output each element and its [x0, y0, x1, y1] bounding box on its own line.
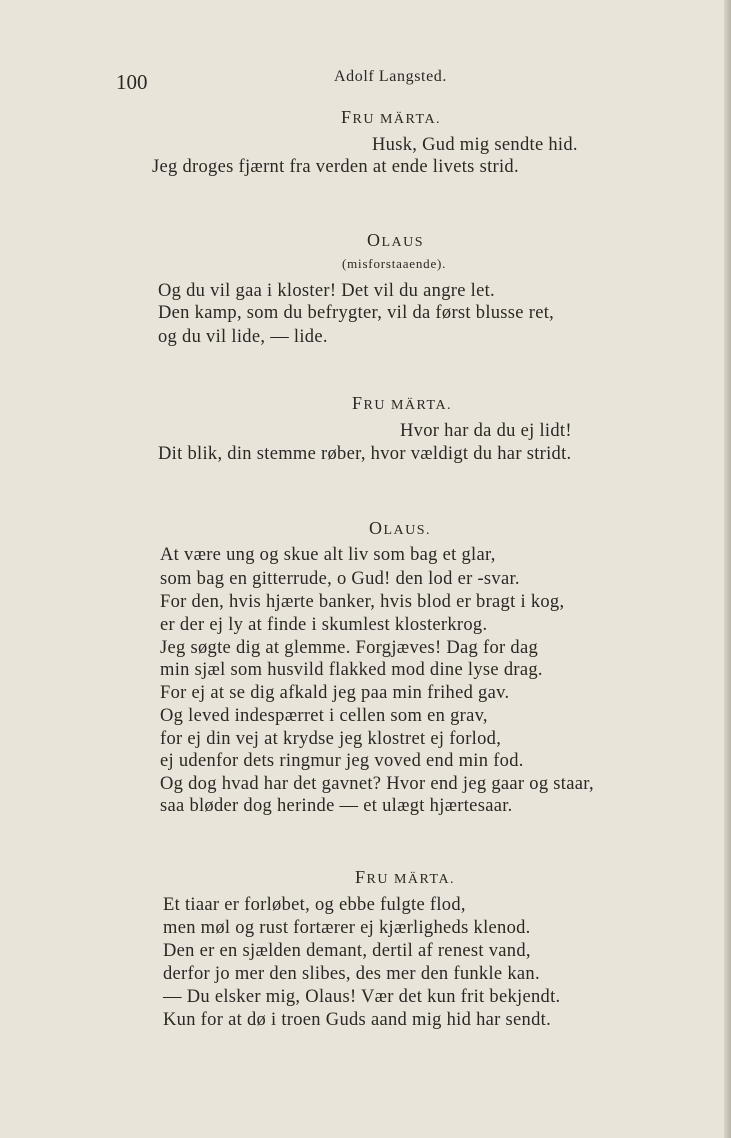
verse-line: Kun for at dø i troen Guds aand mig hid har sendt.: [163, 1010, 552, 1030]
verse-line: Og du vil gaa i kloster! Det vil du angre let.: [158, 281, 495, 301]
verse-line: Dit blik, din stemme røber, hvor vældigt du har stridt.: [158, 444, 572, 464]
verse-line: At være ung og skue alt liv som bag et glar,: [160, 545, 496, 565]
page-edge: [724, 0, 731, 1138]
speaker-label: FRU MÄRTA.: [355, 867, 456, 887]
speaker-label: OLAUS: [367, 230, 425, 250]
verse-line: Et tiaar er forløbet, og ebbe fulgte flod,: [163, 895, 466, 915]
verse-line: Og dog hvad har det gavnet? Hvor end jeg gaar og staar,: [160, 774, 594, 794]
running-title: Adolf Langsted.: [334, 68, 447, 85]
speaker-label: FRU MÄRTA.: [352, 393, 453, 413]
verse-line: For den, hvis hjærte banker, hvis blod er bragt i kog,: [160, 592, 565, 612]
speaker-label: OLAUS.: [369, 518, 432, 538]
verse-line: og du vil lide, — lide.: [158, 327, 328, 347]
verse-line: som bag en gitterrude, o Gud! den lod er -svar.: [160, 569, 520, 589]
verse-line: Den kamp, som du befrygter, vil da først blusse ret,: [158, 303, 555, 323]
verse-line: men møl og rust fortærer ej kjærligheds klenod.: [163, 918, 531, 938]
verse-line: Jeg søgte dig at glemme. Forgjæves! Dag for dag: [160, 638, 539, 658]
verse-line: Jeg droges fjærnt fra verden at ende livets strid.: [152, 157, 519, 177]
verse-line: derfor jo mer den slibes, des mer den funkle kan.: [163, 964, 540, 984]
verse-line: for ej din vej at krydse jeg klostret ej forlod,: [160, 729, 502, 749]
verse-line: Husk, Gud mig sendte hid.: [372, 135, 578, 155]
speaker-label: FRU MÄRTA.: [341, 107, 442, 127]
verse-line: saa bløder dog herinde — et ulægt hjærtesaar.: [160, 796, 513, 816]
verse-line: Den er en sjælden demant, dertil af renest vand,: [163, 941, 531, 961]
verse-line: ej udenfor dets ringmur jeg voved end min fod.: [160, 751, 524, 771]
page-number: 100: [116, 70, 148, 94]
verse-line: For ej at se dig afkald jeg paa min frihed gav.: [160, 683, 510, 703]
verse-line: er der ej ly at finde i skumlest klosterkrog.: [160, 615, 488, 635]
verse-line: min sjæl som husvild flakked mod dine lyse drag.: [160, 660, 543, 680]
verse-line: Og leved indespærret i cellen som en grav,: [160, 706, 488, 726]
stage-direction: (misforstaaende).: [342, 256, 447, 271]
verse-line: — Du elsker mig, Olaus! Vær det kun frit bekjendt.: [163, 987, 561, 1007]
verse-line: Hvor har da du ej lidt!: [400, 421, 572, 441]
